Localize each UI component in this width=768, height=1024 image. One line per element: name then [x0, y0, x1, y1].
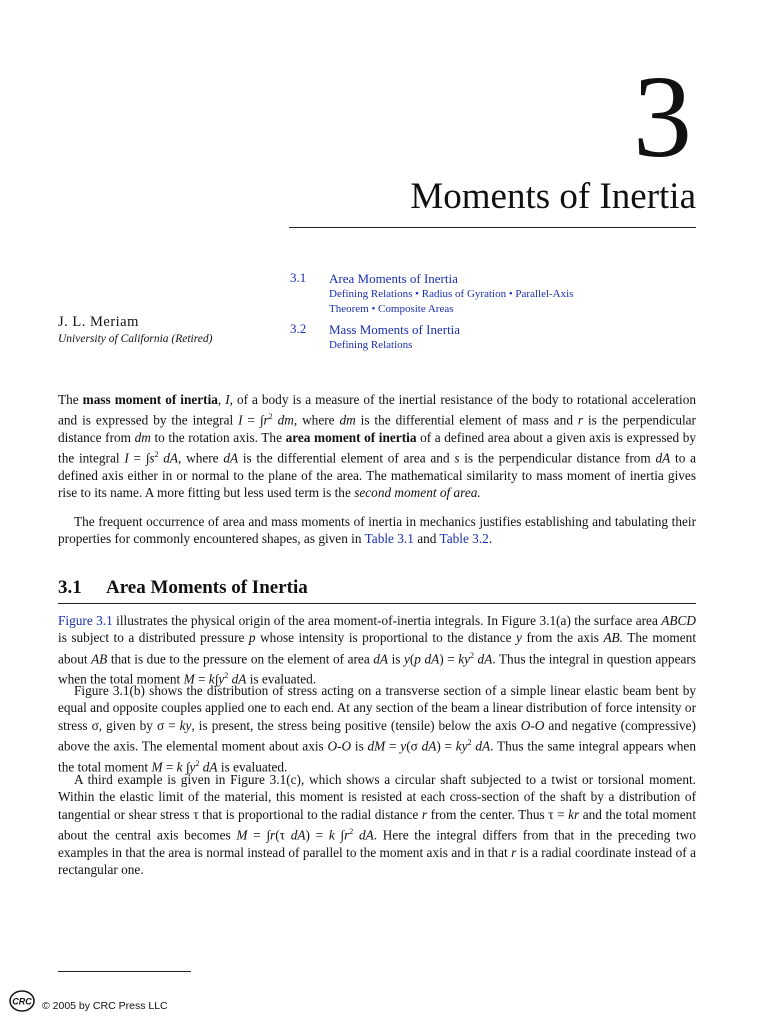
body-paragraph: Figure 3.1 illustrates the physical origin of the area moment-of-inertia integrals. In Figure 3.1(a) the surface area ABCD is subject to a distributed pressure p whose intensity is proportional to the distance y from the axis AB. The moment about AB that is due to the pressure on the element of area dA is y(p $dA) = ky^2$ dA. Thus the integral in question appears when the total moment $M = k\int y^2$ dA is evaluated.: [58, 613, 697, 687]
toc-entry-number[interactable]: 3.1: [290, 270, 307, 285]
body-paragraph: A third example is given in Figure 3.1(c), which shows a circular shaft subjected to a twist or torsional moment. Within the elastic limit of the material, this moment is resisted at each cross-section of the shaft by a distribution of tangential or shear stress τ that is proportional to the radial distance r from the center. Thus τ = kr and the total moment about the central axis becomes M = ∫r(τ dA) = k $\int r^2$ dA. Here the integral differs from that in the preceding two examples in that the area is normal instead of parallel to the moment axis and in that r is a radial coordinate instead of a rectangular one.: [58, 772, 697, 877]
toc-subentries[interactable]: Theorem • Composite Areas: [329, 303, 454, 315]
chapter-number: 3: [633, 51, 692, 182]
body-paragraph: Figure 3.1(b) shows the distribution of stress acting on a transverse section of a simple linear elastic beam bent by equal and opposite couples applied one to each end. At any section of the beam a linear distribution of force intensity or stress σ, given by σ = ky, is present, the stress being positive (tensile) below the axis O-O and negative (compressive) above the axis. The elemental moment about axis O-O is dM = y(σ $dA) = ky^2$ dA. Thus the same integral appears when the total moment M = k $\int y^2$ dA is evaluated.: [58, 683, 696, 775]
crc-logo: [9, 990, 35, 1012]
chapter-title: Moments of Inertia: [410, 176, 696, 217]
table-of-contents: [290, 270, 710, 356]
table-link[interactable]: Table 3.2: [439, 531, 489, 547]
section-title: Area Moments of Inertia: [106, 577, 308, 598]
title-divider: [289, 227, 696, 228]
toc-entry-title[interactable]: Mass Moments of Inertia: [329, 322, 461, 337]
toc-subentries[interactable]: Defining Relations • Radius of Gyration • Parallel-Axis: [329, 288, 574, 300]
crc-logo-text: CRC: [12, 996, 32, 1007]
toc-entry-number[interactable]: 3.2: [290, 321, 307, 336]
author-block: [58, 314, 212, 345]
author-name: J. L. Meriam: [58, 314, 139, 330]
section-number: 3.1: [58, 577, 82, 598]
intro-paragraph-2: The frequent occurrence of area and mass moments of inertia in mechanics justifies establishing and tabulating their properties for commonly encountered shapes, as given in Table 3.1 and Table 3.2.: [58, 514, 696, 547]
footnote-divider: [58, 971, 191, 972]
toc-entry[interactable]: [290, 270, 710, 317]
intro-paragraph: The mass moment of inertia, I, of a body is a measure of the inertial resistance of the body to rotational acceleration and is expressed by the integral $I = \int r^2$ dm, where dm is the differential element of mass and r is the perpendicular distance from dm to the rotation axis. The area moment of inertia of a defined area about a given axis is expressed by the integral $I = \int s^2$ dA, where dA is the differential element of area and s is the perpendicular distance from dA to a defined axis either in or normal to the plane of the area. The mathematical similarity to mass moment of inertia gives rise to its name. A more fitting but less used term is the second moment of area.: [58, 392, 696, 501]
figure-link[interactable]: Figure 3.1: [58, 613, 113, 628]
toc-entry-title[interactable]: Area Moments of Inertia: [329, 271, 458, 286]
section-heading: [58, 577, 696, 604]
author-affiliation: University of California (Retired): [58, 333, 213, 345]
toc-entry[interactable]: [290, 321, 710, 353]
table-link[interactable]: Table 3.1: [364, 531, 414, 547]
copyright-notice: © 2005 by CRC Press LLC: [42, 1000, 168, 1012]
toc-subentries[interactable]: Defining Relations: [329, 339, 413, 351]
